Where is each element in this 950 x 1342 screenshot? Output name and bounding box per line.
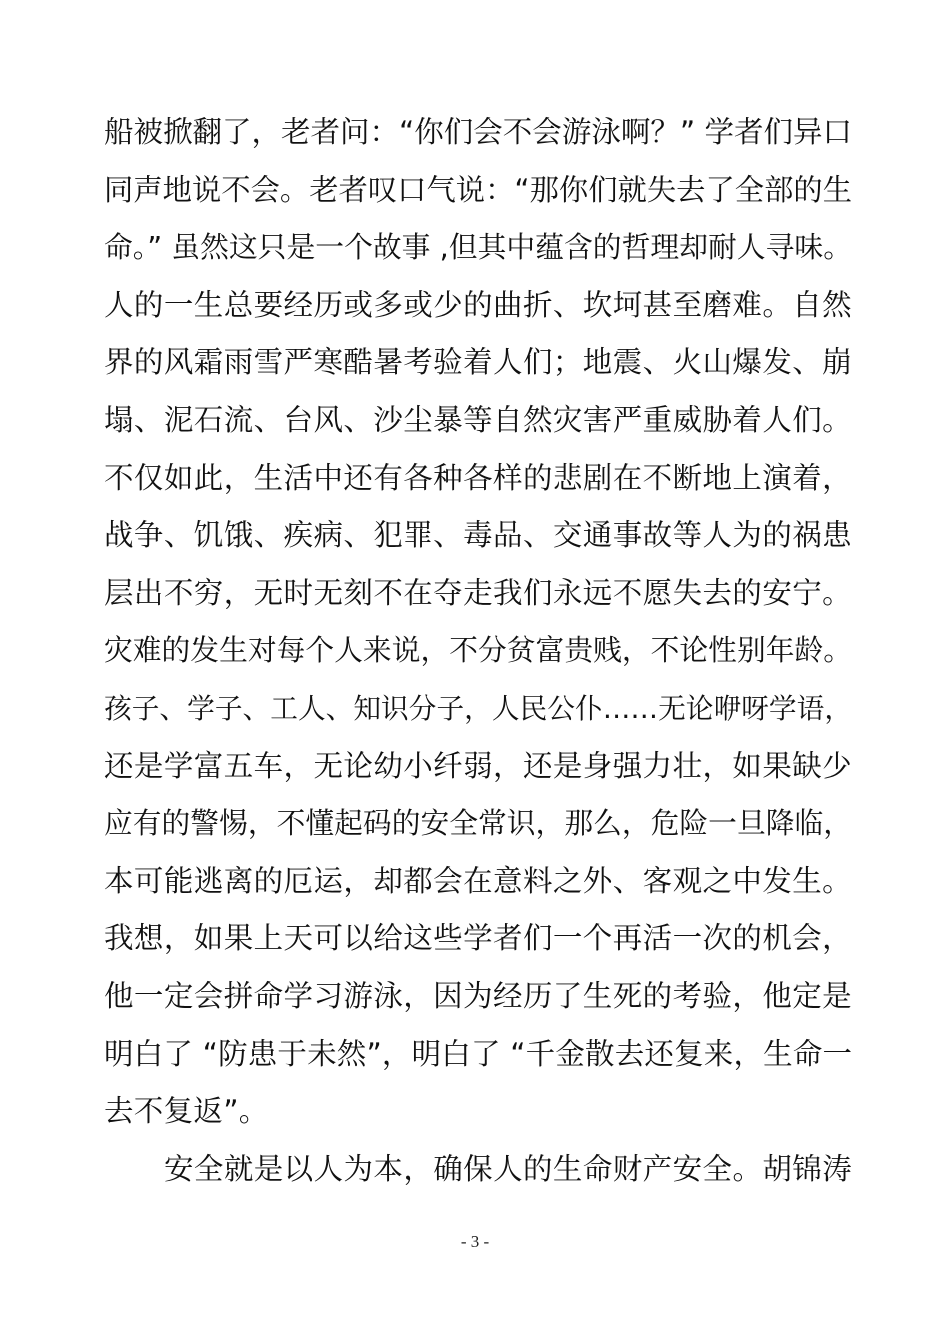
text-line: 灾难的发生对每个人来说，不分贫富贵贱，不论性别年龄。: [104, 633, 852, 668]
paragraph-2: [104, 1141, 852, 1199]
text-line: 界的风霜雨雪严寒酷暑考验着人们；地震、火山爆发、崩: [104, 345, 852, 380]
text-line: 去不复返”。: [104, 1094, 269, 1129]
text-line: 还是学富五车，无论幼小纤弱，还是身强力壮，如果缺少: [104, 748, 852, 783]
text-line: 他一定会拼命学习游泳，因为经历了生死的考验，他定是: [104, 978, 852, 1013]
text-line: 船被掀翻了，老者问：“你们会不会游泳啊？” 学者们异口: [104, 115, 852, 149]
text-line: 明白了 “防患于未然”，明白了 “千金散去还复来，生命一: [104, 1036, 852, 1071]
text-line: 人的一生总要经历或多或少的曲折、坎坷甚至磨难。自然: [104, 287, 852, 322]
text-line: 本可能逃离的厄运，却都会在意料之外、客观之中发生。: [104, 863, 852, 898]
text-line: 层出不穷，无时无刻不在夺走我们永远不愿失去的安宁。: [104, 575, 852, 610]
text-line: 同声地说不会。老者叹口气说：“那你们就失去了全部的生: [104, 172, 852, 207]
paragraph-1: [104, 104, 852, 1141]
text-line: 我想，如果上天可以给这些学者们一个再活一次的机会，: [104, 921, 852, 956]
text-line: 安全就是以人为本，确保人的生命财产安全。胡锦涛: [164, 1151, 852, 1186]
body-text: [104, 104, 852, 1198]
text-line: 应有的警惕，不懂起码的安全常识，那么，危险一旦降临，: [104, 806, 852, 841]
text-line: 孩子、学子、工人、知识分子，人民公仆……无论咿呀学语，: [104, 691, 852, 725]
page-number: - 3 -: [460, 1232, 490, 1251]
text-line: 不仅如此，生活中还有各种各样的悲剧在不断地上演着，: [104, 460, 852, 495]
text-line: 战争、饥饿、疾病、犯罪、毒品、交通事故等人为的祸患: [104, 518, 852, 553]
text-line: 塌、泥石流、台风、沙尘暴等自然灾害严重威胁着人们。: [104, 402, 852, 437]
text-line: 命。” 虽然这只是一个故事 ,但其中蕴含的哲理却耐人寻味。: [104, 230, 852, 265]
